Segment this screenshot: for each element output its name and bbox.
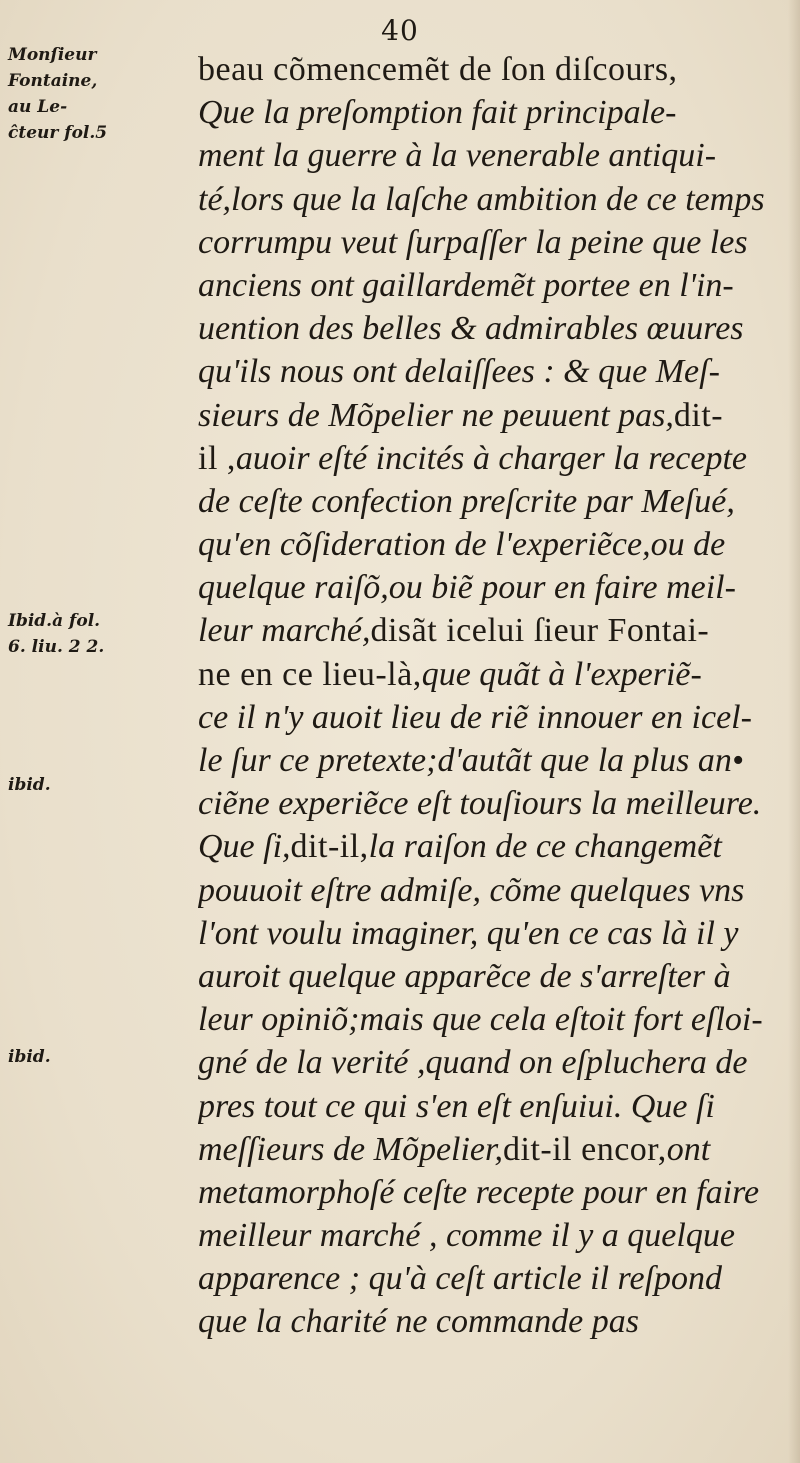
roman-text: dit- [673, 396, 724, 434]
italic-text: pres tout ce qui s'en eſt enſuiui. Que ſi [198, 1087, 715, 1125]
italic-text: gné de la verité ,quand on eſpluchera de [198, 1044, 748, 1082]
italic-text: que la charité ne commande pas [198, 1303, 639, 1341]
italic-text: de ceſte confection preſcrite par Meſué, [198, 482, 735, 520]
roman-text: ne en ce lieu-là, [198, 655, 422, 693]
italic-text: ont [666, 1130, 711, 1168]
roman-text: beau cõmencemẽt de ſon diſcours, [198, 51, 678, 88]
text-line [198, 955, 798, 998]
italic-text: qu'ils nous ont delaiſſees : & que Meſ- [198, 353, 720, 391]
margin-note-ibid: ibid. [8, 1047, 51, 1067]
italic-text: uention des belles & admirables œuures [198, 310, 744, 348]
italic-text: l'ont voulu imaginer, qu'en ce cas là il y [198, 914, 739, 952]
text-line [198, 1128, 798, 1171]
italic-text: la raiſon de ce changemẽt [368, 828, 722, 866]
italic-text: ciẽne experiẽce eſt touſiours la meilleure. [198, 785, 762, 823]
text-line [198, 609, 798, 652]
italic-text: que quãt à l'experiẽ- [421, 655, 702, 693]
text-line [198, 739, 798, 782]
italic-text: auroit quelque apparẽce de s'arreſter à [198, 957, 731, 995]
italic-text: Que ſi, [198, 828, 291, 866]
text-line [198, 1300, 798, 1343]
italic-text: quelque raiſõ,ou biẽ pour en faire meil- [198, 569, 736, 607]
text-line [198, 912, 798, 955]
text-line [198, 480, 798, 523]
page-number: 40 [381, 14, 419, 47]
margin-note-ibid: ibid. [8, 775, 51, 795]
text-line [198, 1257, 798, 1300]
roman-text: disãt icelui ſieur Fontai- [370, 612, 710, 650]
text-line [198, 523, 798, 566]
italic-text: leur opiniõ;mais que cela eſtoit fort eſloi- [198, 1001, 763, 1039]
italic-text: pouuoit eſtre admiſe, cõme quelques vns [198, 871, 745, 909]
text-line [198, 350, 798, 393]
italic-text: ment la guerre à la venerable antiqui- [198, 137, 717, 175]
italic-text: leur marché, [198, 612, 371, 650]
text-line [198, 437, 798, 480]
text-line [198, 394, 798, 437]
margin-note-source: Monſieur Fontaine, au Le- ĉteur fol.5 [8, 45, 108, 143]
italic-text: le ſur ce pretexte;d'autãt que la plus an• [198, 742, 744, 779]
text-line [198, 264, 798, 307]
italic-text: qu'en cõſideration de l'experiẽce,ou de [198, 526, 726, 564]
italic-text: sieurs de Mõpelier ne peuuent pas, [198, 396, 674, 434]
text-line [198, 1171, 798, 1214]
italic-text: meſſieurs de Mõpelier, [198, 1130, 503, 1168]
italic-text: metamorphoſé ceſte recepte pour en faire [198, 1173, 760, 1211]
roman-text: dit-il, [290, 828, 369, 866]
text-line [198, 1041, 798, 1084]
text-line [198, 48, 798, 91]
italic-text: té,lors que la laſche ambition de ce temps [198, 180, 765, 218]
italic-text: Que la preſomption fait principale- [198, 94, 677, 132]
text-line [198, 307, 798, 350]
text-line [198, 825, 798, 868]
text-line [198, 1085, 798, 1128]
text-line [198, 566, 798, 609]
text-line [198, 1214, 798, 1257]
text-line [198, 221, 798, 264]
text-line [198, 782, 798, 825]
italic-text: anciens ont gaillardemẽt portee en l'in- [198, 266, 734, 304]
roman-text: dit-il encor, [503, 1130, 667, 1168]
italic-text: corrumpu veut ſurpaſſer la peine que les [198, 223, 748, 261]
roman-text: il , [198, 439, 236, 477]
text-line [198, 998, 798, 1041]
italic-text: meilleur marché , comme il y a quelque [198, 1217, 735, 1255]
text-line [198, 696, 798, 739]
text-line [198, 178, 798, 221]
margin-note-ibid-fol: Ibid.à fol. 6. liu. 2 2. [8, 611, 105, 657]
text-line [198, 653, 798, 696]
italic-text: ce il n'y auoit lieu de riẽ innouer en icel- [198, 698, 752, 736]
italic-text: auoir eſté incités à charger la recepte [235, 439, 748, 477]
italic-text: apparence ; qu'à ceſt article il reſpond [198, 1260, 723, 1298]
body-text [198, 48, 798, 1344]
text-line [198, 91, 798, 134]
text-line [198, 134, 798, 177]
text-line [198, 869, 798, 912]
